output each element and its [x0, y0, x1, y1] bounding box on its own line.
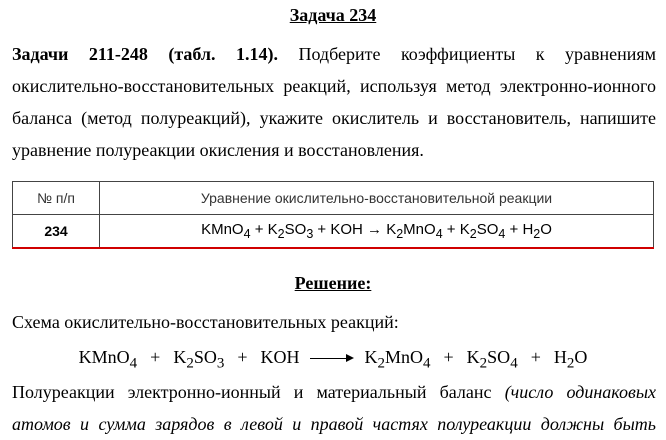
reaction-table [12, 181, 654, 249]
problem-line-4: уравнение полуреакции окисления и восстановления. [12, 140, 424, 160]
table-row [13, 215, 654, 249]
balance-text-normal: Полуреакции электронно-ионный и материальный баланс [12, 382, 492, 402]
table-header-number: № п/п [13, 182, 100, 215]
table-cell-number: 234 [13, 215, 100, 249]
problem-line-2: окислительно-восстановительных реакций, используя метод электронно-ионного [12, 76, 656, 96]
table-cell-equation: KMnO$_4$ + $K_2SO_3$ + KOH → $K_2MnO_4 + K_2SO_4 + H_2O$ [100, 215, 654, 249]
table-header-row [13, 182, 654, 215]
solution-title: Решение: [294, 273, 372, 293]
table-header-equation: Уравнение окислительно-восстановительной реакции [100, 182, 654, 215]
balance-text-italic-1: (число одинаковых [504, 382, 656, 402]
balance-text [12, 376, 656, 440]
equation-left: KMnO$_4$ + $K_2SO_3$ + KOH [78, 347, 300, 372]
equation-right: $K_2MnO_4 + K_2SO_4 + H_2O$ [364, 347, 588, 372]
problem-lead: Задачи 211-248 (табл. 1.14). [12, 44, 278, 64]
problem-line-1: Подберите коэффициенты к уравнениям [298, 44, 657, 64]
scheme-label: Схема окислительно-восстановительных реакций: [12, 312, 399, 332]
page-title: Задача 234 [289, 5, 377, 25]
problem-line-3: баланса (метод полуреакций), укажите окислитель и восстановитель, напишите [12, 108, 656, 128]
balance-text-italic-2: атомов и сумма зарядов в левой и правой частях полуреакции должны быть [12, 414, 656, 434]
scheme-equation [0, 344, 666, 377]
reaction-arrow-icon [310, 353, 354, 363]
problem-text [12, 38, 656, 166]
